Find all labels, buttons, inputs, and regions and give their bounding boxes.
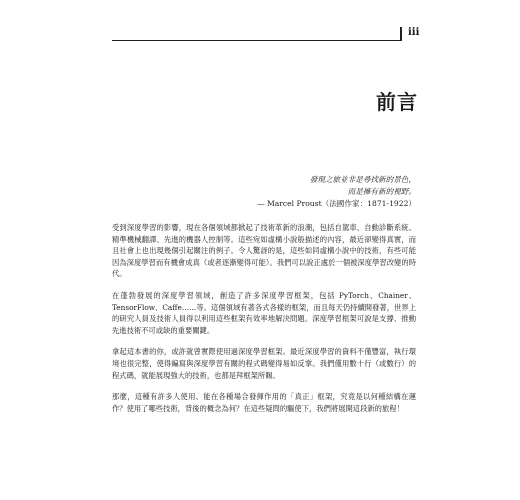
paragraph-4: 那麼，這種有許多人使用、能在各種場合發揮作用的「真正」框架，究竟是以何種結構在運作？使用了哪些技術，背後的概念為何？在這些疑問的驅使下，我們將展開這段新的旅程！ xyxy=(112,392,416,413)
epigraph-line-1: 發現之旅並非是尋找新的景色， xyxy=(309,175,416,184)
paragraph-2: 在蓬勃發展的深度學習領域，創造了許多深度學習框架，包括 PyTorch、Chainer、TensorFlow、Caffe……等。這個領域有著各式各樣的框架，而且每天仍持續開發著，世界上的研究人員及技術人員得以利用這些框架有效率地解決問題。深度學習框架可說是支撐、推動先進技術不可或缺的重要關鍵。 xyxy=(112,290,416,335)
epigraph-author: — Marcel Proust（法國作家：1871-1922） xyxy=(256,199,416,208)
page-number: iii xyxy=(408,27,420,38)
paragraph-1: 受到深度學習的影響，現在各個領域都掀起了技術革新的浪潮，包括自駕車、自動診斷系統、精準機械翻譯、先進的機器人控制等。這些宛如虛構小說般描述的內容，最近卻變得真實，而且社會上也出現幾個引起關注的例子。令人驚訝的是，這些如同虛構小說中的技術，有些可能因為深度學習而有機會成真（或者逐漸變得可能）。我們可以說正處於一個被深度學習改變的時代。 xyxy=(112,223,416,279)
paragraph-3: 拿起這本書的你，或許就曾實際使用過深度學習框架。最近深度學習的資料不僅豐富，執行環境也很完整，使得編寫與深度學習有關的程式碼變得易如反掌。我們僅用數十行（或數行）的程式碼，就能展現強大的技術，也都是拜框架所賜。 xyxy=(112,347,416,380)
header-rule xyxy=(112,40,400,41)
body-text xyxy=(112,222,416,424)
chapter-title: 前言 xyxy=(376,90,418,114)
epigraph xyxy=(257,174,416,210)
epigraph-line-2: 而是擁有新的視野。 xyxy=(347,187,416,196)
header-separator xyxy=(400,27,402,41)
